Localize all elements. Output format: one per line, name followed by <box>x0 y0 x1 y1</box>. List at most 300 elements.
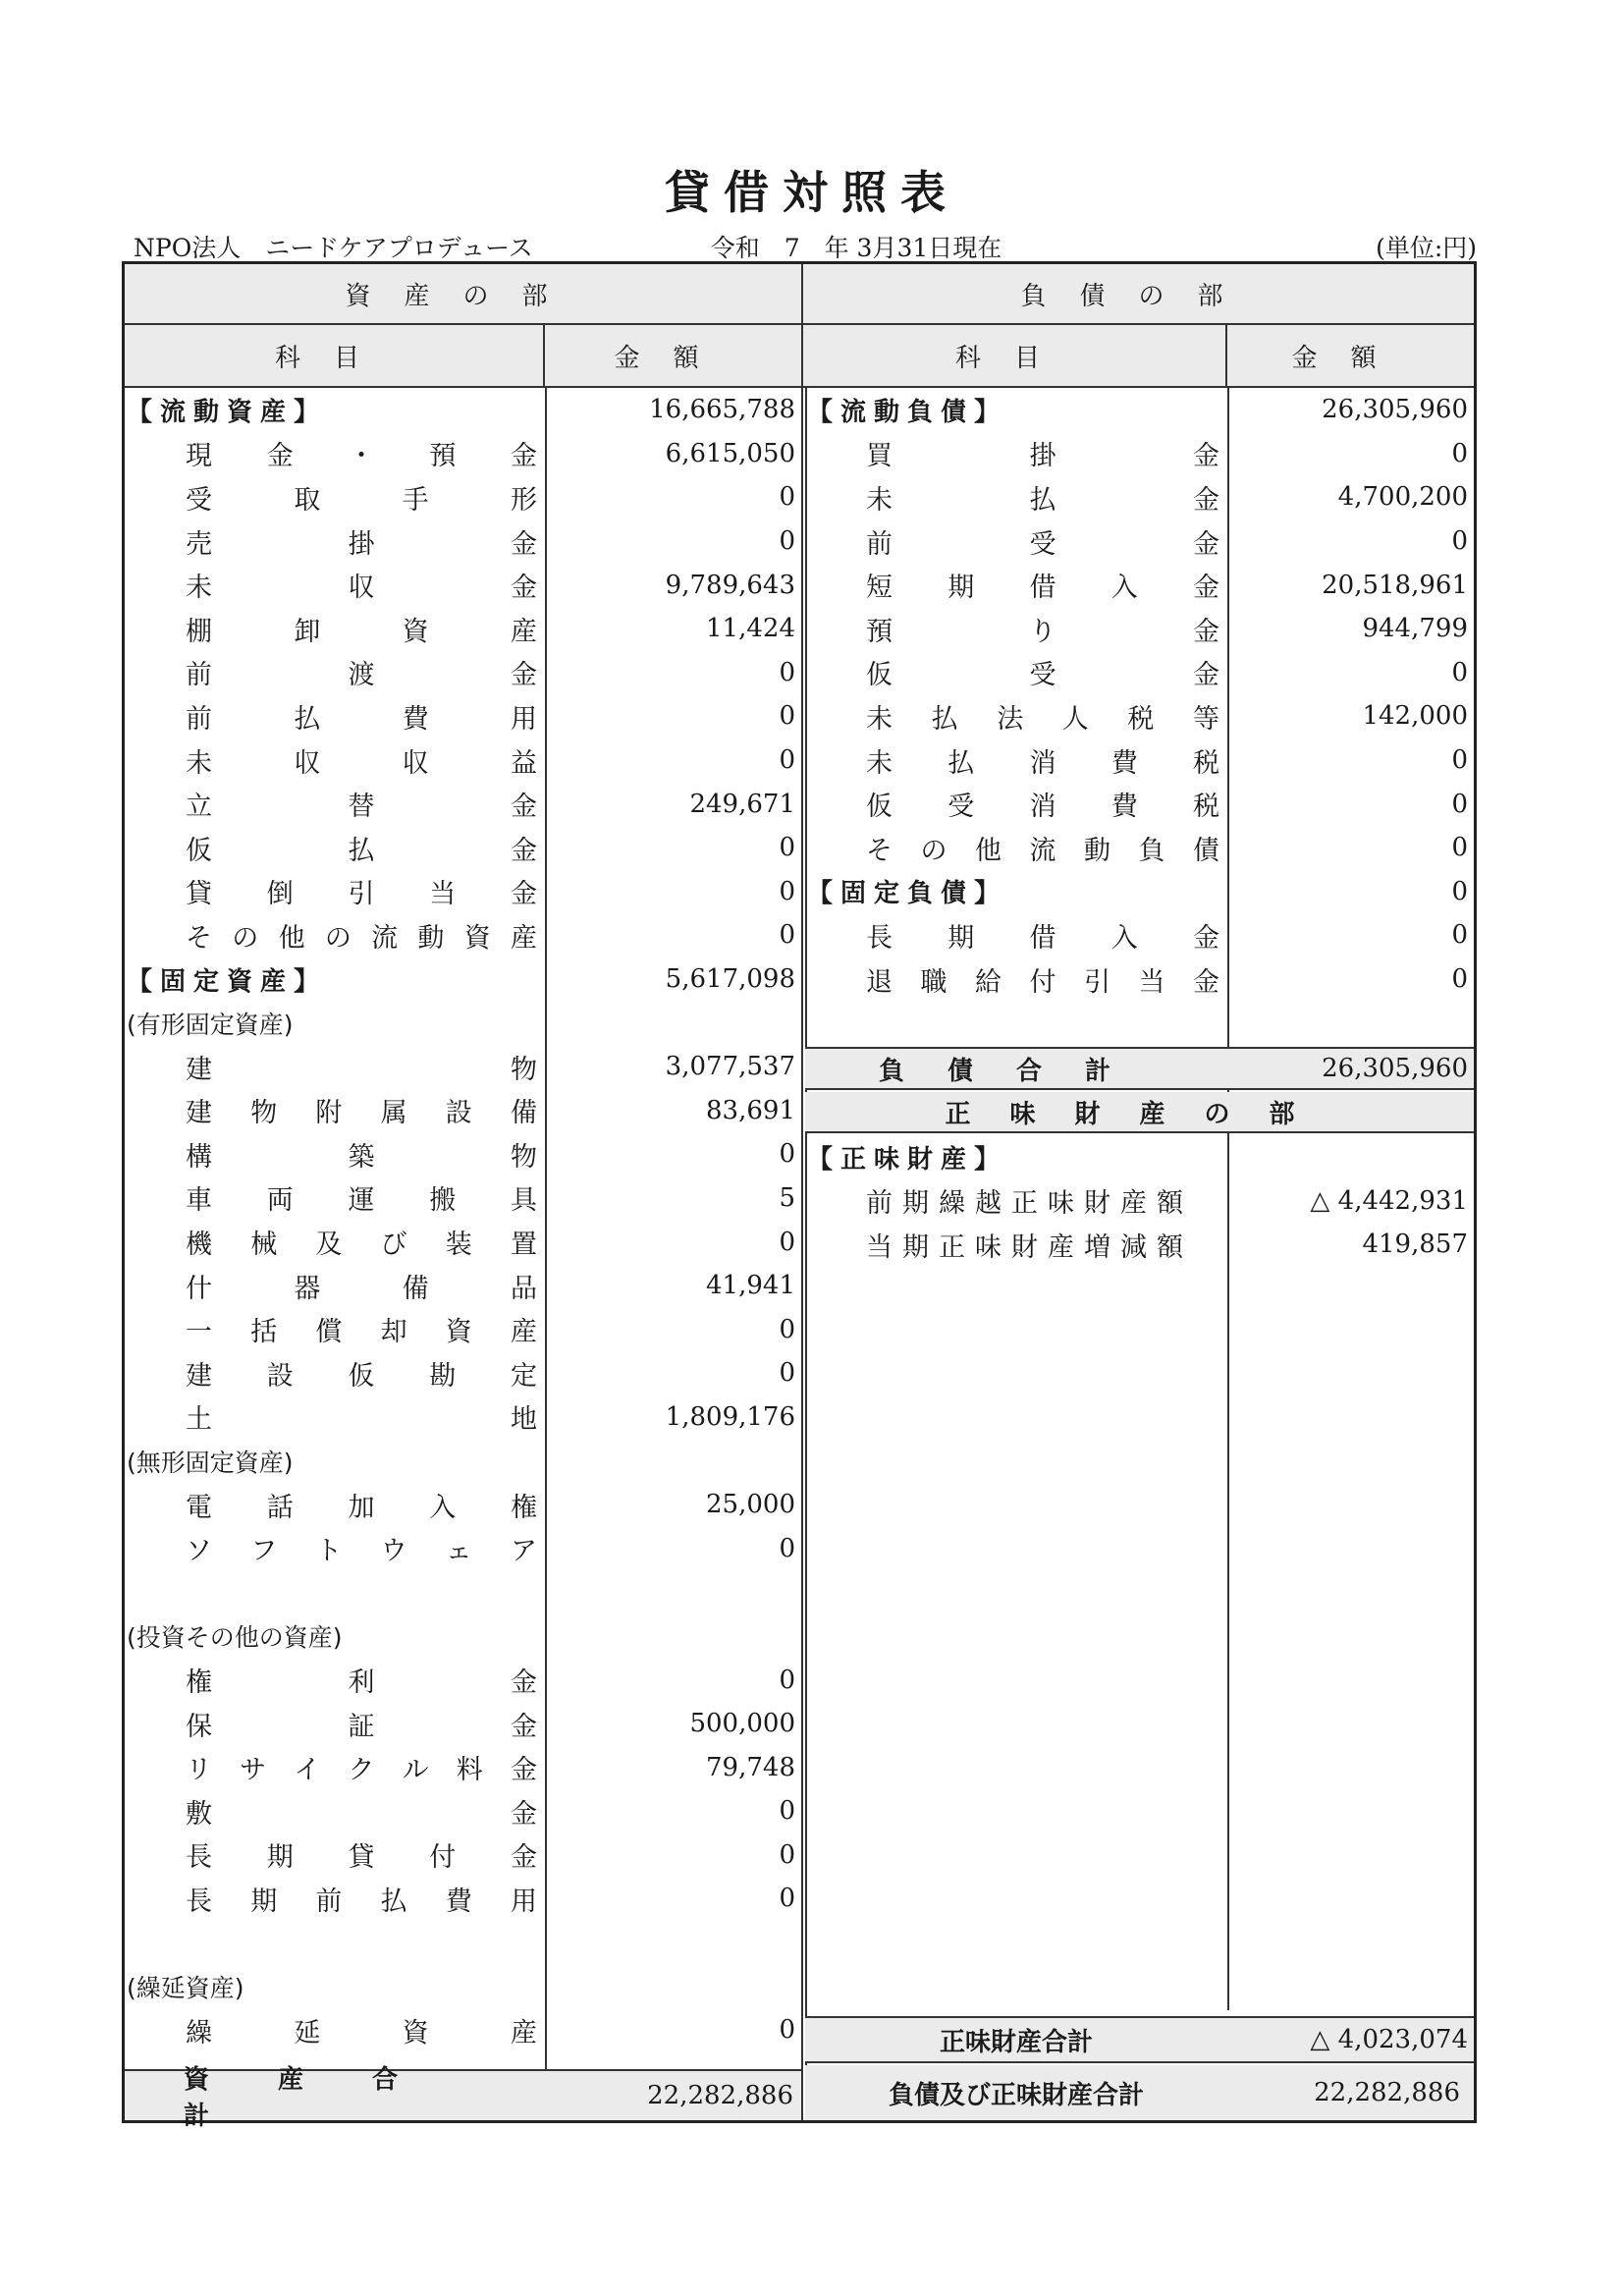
item-label-char: ウ <box>380 1536 407 1567</box>
item-label-char: 受 <box>947 792 975 823</box>
item-label-char: 金 <box>511 1798 537 1830</box>
category-row <box>805 388 1474 432</box>
item-label-char: 物 <box>250 1098 278 1129</box>
item-amount: 0 <box>1451 833 1468 863</box>
item-label-char: 税 <box>1193 792 1219 823</box>
table-row <box>125 782 801 826</box>
item-label-char: 債 <box>1193 835 1219 866</box>
item-label-char: 流 <box>371 922 399 954</box>
item-label-char: 金 <box>511 660 537 691</box>
item-label-char: 受 <box>1029 528 1056 560</box>
item-label-char: 話 <box>266 1492 294 1523</box>
item-label-char: 械 <box>250 1230 278 1261</box>
item-label-char: 費 <box>1110 792 1138 823</box>
unit-label: (単位:円) <box>1376 234 1477 262</box>
item-label-char: 貸 <box>348 1842 375 1874</box>
item-label-char: 加 <box>348 1492 375 1523</box>
grand-total-amount: 22,282,886 <box>1314 2078 1460 2107</box>
item-label <box>866 519 1219 564</box>
item-label-char: そ <box>866 835 893 866</box>
item-label <box>186 826 537 870</box>
item-amount: 0 <box>779 920 795 951</box>
item-label-char: 装 <box>445 1230 472 1261</box>
item-amount: 0 <box>1451 745 1468 776</box>
blank-row <box>125 1570 801 1614</box>
table-row <box>805 913 1474 957</box>
item-label-char: 当 <box>429 879 457 910</box>
table-row <box>125 1877 801 1921</box>
item-label <box>866 957 1219 1002</box>
item-label-char: 他 <box>278 922 305 954</box>
table-row <box>125 913 801 957</box>
item-label-char: の <box>324 922 352 954</box>
item-label-char: 構 <box>186 1141 212 1173</box>
grand-total-label: 負債及び正味財産合計 <box>888 2080 1144 2110</box>
item-label <box>186 694 537 738</box>
item-amount: 0 <box>779 701 795 732</box>
item-label: (無形固定資産) <box>127 1448 294 1477</box>
table-row <box>125 1307 801 1351</box>
table-row <box>125 432 801 476</box>
item-amount: 3,077,537 <box>665 1052 795 1082</box>
item-label-char: 払 <box>1029 484 1056 516</box>
item-label-char: 他 <box>975 835 1001 866</box>
item-label-char: リ <box>186 1755 212 1786</box>
item-label-char: サ <box>240 1755 267 1786</box>
item-label-char: 長 <box>186 1886 212 1917</box>
item-label <box>186 1176 537 1221</box>
item-label <box>186 1877 537 1921</box>
divider-center <box>801 388 803 2120</box>
table-row <box>805 563 1474 607</box>
item-amount: 0 <box>779 876 795 906</box>
item-label-char: 用 <box>510 703 537 735</box>
item-label-char: 具 <box>511 1185 537 1217</box>
item-label-char: 勘 <box>429 1360 457 1392</box>
item-label-char: 定 <box>511 1360 537 1392</box>
item-label-char: 金 <box>510 1755 537 1786</box>
assets-amount-header-label: 金額 <box>614 343 732 373</box>
item-amount: 0 <box>1451 526 1468 557</box>
item-amount: 0 <box>779 1665 795 1695</box>
item-label-char: 手 <box>402 484 429 516</box>
as-of-date: 令和 7 年 3月31日現在 <box>710 234 1002 262</box>
item-label-char: 金 <box>511 528 537 560</box>
item-label <box>866 432 1219 476</box>
item-amount: 0 <box>1451 438 1468 468</box>
category-row <box>805 870 1474 914</box>
item-amount: 0 <box>779 745 795 776</box>
table-row <box>125 519 801 564</box>
item-label-char: 金 <box>1193 441 1219 472</box>
item-label-char: 入 <box>429 1492 457 1523</box>
item-label-char: 電 <box>186 1492 212 1523</box>
item-label <box>186 1658 537 1702</box>
item-label-char: 仮 <box>186 835 212 866</box>
item-label-char: 付 <box>1029 966 1056 998</box>
liabilities-item-header-label: 科目 <box>954 343 1073 373</box>
item-label-char: 費 <box>1110 747 1138 779</box>
item-label-char: 金 <box>511 1711 537 1742</box>
item-label <box>186 1220 537 1264</box>
assets-total-row <box>125 2065 801 2131</box>
item-label <box>186 1395 537 1440</box>
item-label-char: 未 <box>866 484 893 516</box>
assets-total-label: 資産合計 <box>184 2065 467 2131</box>
item-label-char: 備 <box>510 1098 537 1129</box>
blank-row <box>125 1921 801 1965</box>
item-label-char: 前 <box>186 660 212 691</box>
item-label-char: 仮 <box>866 660 893 691</box>
item-label-char: 動 <box>417 922 445 954</box>
item-label-char: 替 <box>348 792 375 823</box>
item-label <box>186 870 537 914</box>
item-label <box>866 607 1219 651</box>
table-row <box>805 782 1474 826</box>
item-amount: 0 <box>779 1139 795 1170</box>
item-amount: 142,000 <box>1362 701 1468 732</box>
table-row <box>125 1833 801 1878</box>
item-label-char: 未 <box>866 703 893 735</box>
item-label-char: 形 <box>510 484 537 516</box>
item-amount: 944,799 <box>1362 614 1468 644</box>
item-label-char: 貸 <box>186 879 212 910</box>
table-row <box>125 651 801 695</box>
item-label-char: 附 <box>315 1098 343 1129</box>
item-amount: 5 <box>779 1182 795 1213</box>
item-label-char: 産 <box>510 616 537 647</box>
item-label-char: 地 <box>511 1404 537 1436</box>
item-label-char: 払 <box>947 747 975 779</box>
item-label <box>186 2008 537 2052</box>
item-label-char: 用 <box>510 1886 537 1917</box>
item-label <box>866 738 1219 783</box>
item-label <box>866 651 1219 695</box>
item-label-char: 金 <box>511 573 537 604</box>
item-label-char: 機 <box>186 1230 212 1261</box>
item-label-char: の <box>232 922 259 954</box>
item-label-char: 車 <box>186 1185 212 1217</box>
table-row <box>805 1223 1474 1267</box>
item-label-char: 払 <box>380 1886 407 1917</box>
item-label-char: 証 <box>348 1711 375 1742</box>
item-amount: 0 <box>1451 657 1468 687</box>
item-label-char: 益 <box>510 747 537 779</box>
item-label-char: 金 <box>1193 660 1219 691</box>
item-label-char: 設 <box>266 1360 294 1392</box>
item-label-char: 受 <box>186 484 212 516</box>
item-label-char: 金 <box>511 1667 537 1699</box>
item-label-char: 付 <box>429 1842 457 1874</box>
table-row <box>805 738 1474 783</box>
net-assets-section-header <box>805 1092 1474 1133</box>
item-label-char: ェ <box>445 1536 472 1567</box>
table-row <box>125 2008 801 2052</box>
category-row <box>805 1135 1474 1179</box>
table-row <box>805 607 1474 651</box>
item-label <box>186 607 537 651</box>
item-label: 【流動資産】 <box>127 397 328 427</box>
net-assets-total-amount: △ 4,023,074 <box>1310 2025 1468 2054</box>
item-amount: 5,617,098 <box>665 964 795 995</box>
liabilities-total-amount: 26,305,960 <box>1322 1054 1468 1083</box>
item-label-char: ア <box>510 1536 537 1567</box>
item-label-char: 給 <box>975 966 1001 998</box>
item-label-char: 買 <box>866 441 893 472</box>
item-label-char: 金 <box>1193 922 1219 954</box>
item-label-char: 建 <box>186 1098 212 1129</box>
item-label <box>866 826 1219 870</box>
item-label-char: 産 <box>510 922 537 954</box>
table-row <box>125 826 801 870</box>
item-amount: 41,941 <box>706 1271 795 1301</box>
assets-total-amount: 22,282,886 <box>647 2081 793 2110</box>
subcategory-row <box>125 1614 801 1659</box>
item-label-char: 倒 <box>266 879 294 910</box>
net-assets-rows <box>805 1135 1474 1267</box>
item-label-char: 収 <box>402 747 429 779</box>
item-label-char: 建 <box>186 1360 212 1392</box>
item-label-char: 払 <box>931 703 958 735</box>
assets-item-header-label: 科目 <box>274 343 393 373</box>
table-row <box>125 1658 801 1702</box>
table-row <box>125 1351 801 1395</box>
item-label-char: 流 <box>1029 835 1056 866</box>
item-amount: 0 <box>779 1358 795 1389</box>
item-label-char: そ <box>186 922 212 954</box>
item-label-char: 払 <box>294 703 321 735</box>
item-label: (投資その他の資産) <box>127 1622 343 1652</box>
item-label-char: 入 <box>1110 922 1138 954</box>
item-label-char: 金 <box>1193 573 1219 604</box>
item-amount: △ 4,442,931 <box>1310 1185 1468 1216</box>
item-label: 【正味財産】 <box>807 1144 1008 1175</box>
item-label-char: 費 <box>402 703 429 735</box>
subcategory-row <box>125 1964 801 2008</box>
liabilities-amount-header-label: 金額 <box>1291 343 1410 373</box>
item-label-char: 税 <box>1193 747 1219 779</box>
item-label-char: 運 <box>348 1185 375 1217</box>
item-label-char: 産 <box>510 1317 537 1348</box>
item-label-char: の <box>920 835 947 866</box>
item-label <box>186 738 537 783</box>
item-amount: 79,748 <box>706 1752 795 1782</box>
category-row <box>125 388 801 432</box>
net-assets-total-label: 正味財産合計 <box>939 2027 1093 2057</box>
item-label-char: 期 <box>947 922 975 954</box>
item-label-char: 金 <box>1193 966 1219 998</box>
item-label-char: 動 <box>1084 835 1110 866</box>
item-label <box>186 1307 537 1351</box>
assets-section-header <box>125 264 803 325</box>
item-label-char: 土 <box>186 1404 212 1436</box>
item-label-char: 器 <box>294 1273 321 1304</box>
table-row <box>805 957 1474 1002</box>
item-label-char: 未 <box>186 573 212 604</box>
item-label <box>186 1351 537 1395</box>
item-label-char: 卸 <box>294 616 321 647</box>
item-label-char: 未 <box>186 747 212 779</box>
item-label <box>186 519 537 564</box>
table-row <box>805 694 1474 738</box>
item-label-char: ソ <box>186 1536 212 1567</box>
liabilities-total-label: 負債合計 <box>878 1056 1154 1086</box>
table-row <box>125 1045 801 1089</box>
net-assets-section-label: 正味財産の部 <box>945 1099 1334 1129</box>
item-amount: 0 <box>779 1533 795 1563</box>
item-label-char: 税 <box>1127 703 1155 735</box>
item-label-char: 延 <box>294 2017 321 2049</box>
item-label <box>186 475 537 519</box>
item-label-char: 資 <box>445 1317 472 1348</box>
balance-sheet-table <box>122 261 1477 2131</box>
item-label-char: 期 <box>250 1886 278 1917</box>
item-label: (繰延資産) <box>127 1973 244 2002</box>
liabilities-section-label: 負債の部 <box>1020 281 1257 311</box>
liabilities-total-row <box>805 1049 1474 1090</box>
item-label-char: 消 <box>1029 747 1056 779</box>
item-label-char: 利 <box>348 1667 375 1699</box>
table-row <box>125 1526 801 1570</box>
item-label-char: 什 <box>186 1273 212 1304</box>
item-label-char: 償 <box>315 1317 343 1348</box>
item-amount: 0 <box>779 2015 795 2046</box>
item-amount: 11,424 <box>706 614 795 644</box>
item-label-char: 括 <box>250 1317 278 1348</box>
item-label <box>186 1745 537 1789</box>
item-label-char: 置 <box>510 1230 537 1261</box>
item-amount: 0 <box>1451 789 1468 819</box>
subcategory-row <box>125 1439 801 1483</box>
item-label-char: 産 <box>510 2017 537 2049</box>
item-amount: 25,000 <box>706 1490 795 1520</box>
item-label-char: 職 <box>920 966 947 998</box>
item-label-char: 消 <box>1029 792 1056 823</box>
item-amount: 83,691 <box>706 1095 795 1125</box>
item-label <box>186 1264 537 1308</box>
item-label <box>866 475 1219 519</box>
item-label <box>186 432 537 476</box>
item-amount: 0 <box>1451 964 1468 995</box>
item-label-char: 払 <box>348 835 375 866</box>
item-label: 【固定資産】 <box>127 966 328 997</box>
item-label-char: 金 <box>511 441 537 472</box>
item-amount: 0 <box>1451 876 1468 906</box>
item-label <box>186 782 537 826</box>
table-row <box>805 475 1474 519</box>
item-label <box>186 913 537 957</box>
item-label-char: 期 <box>947 573 975 604</box>
table-row <box>125 1395 801 1440</box>
item-label-char: イ <box>294 1755 321 1786</box>
table-row <box>125 607 801 651</box>
assets-rows <box>125 388 801 2052</box>
item-label: 【固定負債】 <box>807 879 1008 909</box>
item-label-char: 渡 <box>348 660 375 691</box>
item-label-char: ト <box>315 1536 343 1567</box>
item-amount: 6,615,050 <box>665 438 795 468</box>
item-label-char: フ <box>250 1536 278 1567</box>
item-label-char: 等 <box>1192 703 1219 735</box>
item-label: (有形固定資産) <box>127 1010 294 1039</box>
table-row <box>125 475 801 519</box>
item-amount: 0 <box>779 482 795 513</box>
item-label <box>866 694 1219 738</box>
item-label-char: 長 <box>186 1842 212 1874</box>
item-label-char: り <box>1029 616 1056 647</box>
item-label-char: 法 <box>997 703 1024 735</box>
item-label <box>866 563 1219 607</box>
item-label <box>186 1045 537 1089</box>
table-row <box>805 519 1474 564</box>
item-label-char: 属 <box>380 1098 407 1129</box>
table-row <box>125 694 801 738</box>
item-label-char: 金 <box>511 835 537 866</box>
item-amount: 249,671 <box>689 789 795 819</box>
item-label-char: 品 <box>510 1273 537 1304</box>
item-label <box>186 1702 537 1746</box>
item-label-char: 立 <box>186 792 212 823</box>
item-label-char: 前 <box>866 528 893 560</box>
item-label <box>866 913 1219 957</box>
item-label-char: 費 <box>445 1886 472 1917</box>
table-row <box>125 1789 801 1833</box>
item-amount: 26,305,960 <box>1322 395 1468 425</box>
item-label-char: 物 <box>511 1141 537 1173</box>
item-label-char: 掛 <box>348 528 375 560</box>
item-label: 前期繰越正味財産額 <box>866 1188 1193 1220</box>
item-label-char: 備 <box>402 1273 429 1304</box>
grand-total-row <box>805 2065 1474 2120</box>
item-label-char: 資 <box>463 922 491 954</box>
item-amount: 0 <box>779 1884 795 1914</box>
item-label-char: 借 <box>1029 922 1056 954</box>
item-label <box>186 1526 537 1570</box>
liabilities-item-header <box>803 325 1227 388</box>
item-amount: 0 <box>779 1314 795 1344</box>
table-row <box>125 1132 801 1176</box>
item-label-char: 預 <box>866 616 893 647</box>
item-label-char: 現 <box>186 441 212 472</box>
item-label-char: 一 <box>186 1317 212 1348</box>
item-label-char: 収 <box>294 747 321 779</box>
item-amount: 4,700,200 <box>1337 482 1468 513</box>
table-row <box>125 1264 801 1308</box>
item-label-char: 敷 <box>186 1798 212 1830</box>
item-label <box>186 1789 537 1833</box>
liabilities-section-header <box>803 264 1474 325</box>
liabilities-amount-header <box>1227 325 1474 388</box>
assets-amount-header <box>545 325 803 388</box>
item-label-char: 資 <box>402 616 429 647</box>
net-assets-total-row <box>805 2018 1474 2063</box>
item-label-char: 前 <box>315 1886 343 1917</box>
item-label-char: 繰 <box>186 2017 212 2049</box>
assets-item-header <box>125 325 545 388</box>
category-row <box>125 957 801 1002</box>
item-label <box>186 563 537 607</box>
item-label-char: 人 <box>1061 703 1089 735</box>
item-label-char: 金 <box>1193 616 1219 647</box>
item-label <box>866 782 1219 826</box>
item-amount: 0 <box>779 526 795 557</box>
item-amount: 16,665,788 <box>649 395 795 425</box>
table-row <box>125 563 801 607</box>
item-label-char: 築 <box>348 1141 375 1173</box>
item-label-char: 権 <box>186 1667 212 1699</box>
item-amount: 419,857 <box>1362 1230 1468 1260</box>
item-amount: 0 <box>779 657 795 687</box>
